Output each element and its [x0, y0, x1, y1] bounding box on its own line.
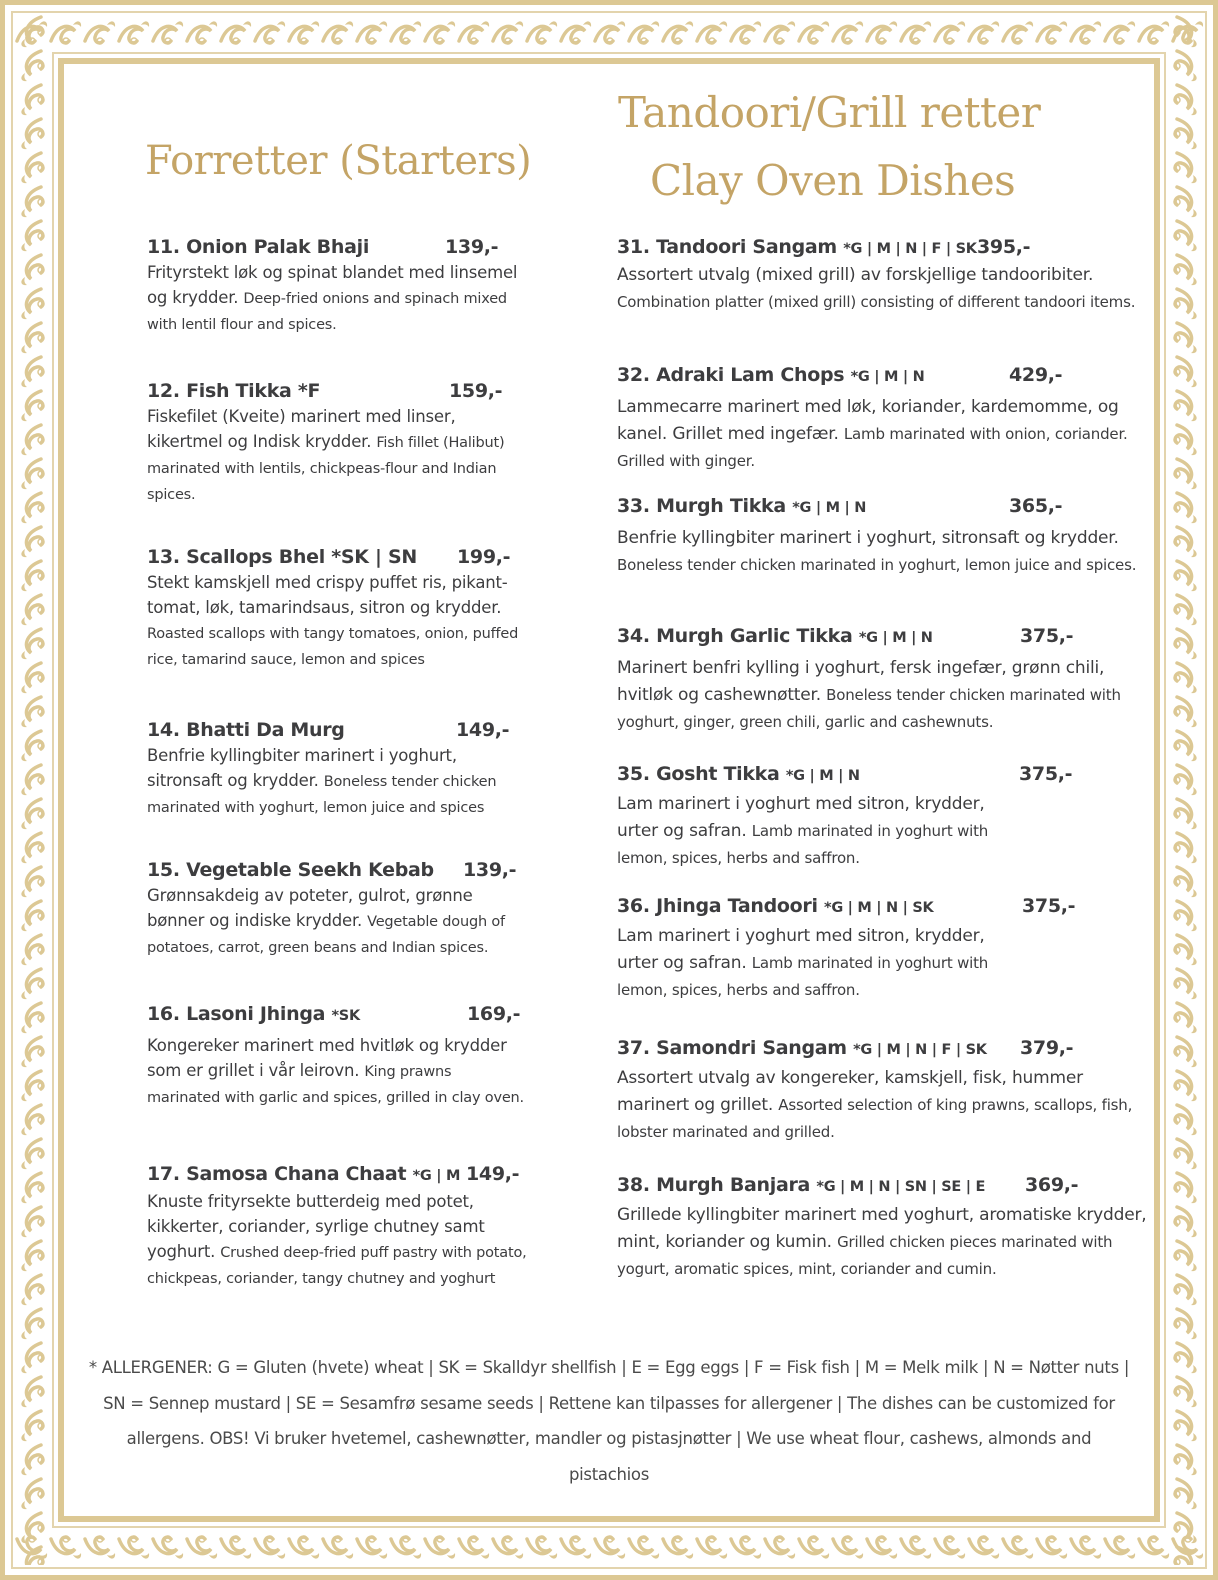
description-english: Lamb marinated in yoghurt with lemon, spices, herbs and saffron.: [617, 954, 989, 999]
item-allergens: *G | M | N: [792, 500, 867, 516]
description-norwegian: Benfrie kyllingbiter marinert i yoghurt, sitronsaft og krydder.: [617, 528, 1119, 548]
description-norwegian: Marinert benfri kylling i yoghurt, fersk ingefær, grønn chili, hvitløk og cashewnøtter.: [617, 658, 1105, 705]
description-english: Boneless tender chicken marinated in yoghurt, lemon juice and spices.: [617, 556, 1137, 574]
menu-item: [147, 1001, 527, 1110]
description-norwegian: Fiskefilet (Kveite) marinert med linser, kikertmel og Indisk krydder.: [147, 407, 456, 451]
item-allergens: *G | M | N | F | SK: [843, 241, 977, 257]
menu-item: [147, 717, 527, 820]
item-header: [617, 1035, 1147, 1063]
item-price: 369,-: [1025, 1174, 1079, 1196]
item-name: 31. Tandoori Sangam: [617, 236, 837, 258]
menu-item: [147, 1161, 527, 1291]
description-norwegian: Benfrie kyllingbiter marinert i yoghurt, sitronsaft og krydder.: [147, 746, 457, 790]
menu-item: [147, 234, 527, 337]
item-price: 395,-: [977, 236, 1031, 258]
description-english: Combination platter (mixed grill) consisting of different tandoori items.: [617, 293, 1136, 311]
item-price: 379,-: [1020, 1037, 1074, 1059]
item-allergens: *G | M | N | SN | SE | E: [816, 1179, 986, 1195]
menu-item: [617, 493, 1147, 579]
item-description: [147, 260, 527, 337]
clay-oven-heading: Clay Oven Dishes: [650, 156, 1016, 205]
item-allergens: *SK: [331, 1008, 360, 1024]
menu-item: [147, 857, 527, 960]
menu-item: [617, 1035, 1147, 1146]
item-price: 375,-: [1019, 763, 1073, 785]
menu-item: [147, 378, 527, 507]
item-header: [617, 761, 1147, 789]
item-header: [147, 1001, 527, 1029]
description-norwegian: Assortert utvalg (mixed grill) av forskjellige tandooribiter.: [617, 265, 1094, 285]
item-price: 149,-: [456, 719, 510, 741]
description-norwegian: Lam marinert i yoghurt med sitron, krydder, urter og safran.: [617, 794, 985, 841]
item-header: [147, 857, 527, 883]
item-name: 33. Murgh Tikka: [617, 495, 786, 517]
item-description: [617, 923, 1027, 1004]
description-norwegian: Grillede kyllingbiter marinert med yoghurt, aromatiske krydder, mint, koriander og kumin.: [617, 1205, 1147, 1252]
item-header: [617, 623, 1147, 651]
menu-item: [617, 362, 1147, 475]
tandoori-heading: Tandoori/Grill retter: [618, 88, 1041, 137]
item-price: 169,-: [467, 1003, 521, 1025]
item-price: 375,-: [1020, 625, 1074, 647]
item-name: 34. Murgh Garlic Tikka: [617, 625, 853, 647]
item-name: 36. Jhinga Tandoori: [617, 895, 818, 917]
description-english: Fish fillet (Halibut) marinated with lentils, chickpeas-flour and Indian spices.: [147, 435, 505, 503]
item-description: [617, 525, 1147, 579]
item-header: [147, 234, 527, 260]
item-description: [147, 404, 527, 507]
item-price: 139,-: [445, 236, 499, 258]
item-allergens: *G | M | N | SK: [824, 900, 934, 916]
starters-heading: Forretter (Starters): [145, 138, 532, 184]
description-norwegian: Grønnsakdeig av poteter, gulrot, grønne bønner og indiske krydder.: [147, 886, 473, 930]
description-norwegian: Frityrstekt løk og spinat blandet med linsemel og krydder.: [147, 263, 518, 307]
description-english: Lamb marinated with onion, coriander. Grilled with ginger.: [617, 425, 1128, 470]
item-header: [617, 493, 1147, 521]
menu-item: [147, 544, 527, 672]
menu-item: [617, 893, 1147, 1004]
item-description: [147, 1033, 527, 1110]
item-description: [147, 1189, 527, 1291]
item-name: 37. Samondri Sangam: [617, 1037, 847, 1059]
scroll-ornament-right: [1167, 15, 1203, 1565]
description-norwegian: Lam marinert i yoghurt med sitron, krydder, urter og safran.: [617, 926, 985, 973]
item-name: 38. Murgh Banjara: [617, 1174, 811, 1196]
item-name: 14. Bhatti Da Murg: [147, 719, 345, 741]
item-description: [147, 570, 527, 672]
item-name: 11. Onion Palak Bhaji: [147, 236, 370, 258]
item-price: 199,-: [457, 546, 511, 568]
item-description: [617, 791, 1027, 872]
menu-item: [617, 761, 1147, 872]
item-header: [617, 362, 1147, 390]
item-description: [147, 743, 527, 820]
menu-item: [617, 1172, 1147, 1283]
scroll-ornament-bottom: [15, 1529, 1203, 1565]
item-header: [617, 1172, 1147, 1200]
item-price: 159,-: [449, 380, 503, 402]
item-name: 12. Fish Tikka *F: [147, 380, 321, 402]
description-english: Crushed deep-fried puff pastry with potato, chickpeas, coriander, tangy chutney and yoghurt: [147, 1245, 527, 1287]
item-name: 13. Scallops Bhel *SK | SN: [147, 546, 417, 568]
description-english: Boneless tender chicken marinated with yoghurt, lemon juice and spices: [147, 774, 497, 816]
item-allergens: *G | M | N: [785, 768, 860, 784]
item-price: 149,-: [466, 1163, 520, 1185]
item-header: [147, 544, 527, 570]
item-name: 17. Samosa Chana Chaat: [147, 1163, 407, 1185]
menu-item: [617, 234, 1147, 316]
description-norwegian: Lammecarre marinert med løk, koriander, kardemomme, og kanel. Grillet med ingefær.: [617, 397, 1119, 444]
description-norwegian: Knuste frityrsekte butterdeig med potet, kikkerter, coriander, syrlige chutney samt yoghurt.: [147, 1192, 485, 1261]
item-header: [617, 234, 1147, 262]
item-allergens: *G | M | N | F | SK: [853, 1042, 987, 1058]
description-english: Grilled chicken pieces marinated with yogurt, aromatic spices, mint, coriander and cumin.: [617, 1233, 1113, 1278]
description-english: Boneless tender chicken marinated with yoghurt, ginger, green chili, garlic and cashewnuts.: [617, 686, 1121, 731]
item-price: 365,-: [1009, 495, 1063, 517]
item-description: [147, 883, 527, 960]
item-description: [617, 1202, 1147, 1283]
item-description: [617, 1065, 1147, 1146]
item-name: 15. Vegetable Seekh Kebab: [147, 859, 434, 881]
item-description: [617, 394, 1147, 475]
scroll-ornament-top: [15, 15, 1203, 51]
description-english: Roasted scallops with tangy tomatoes, onion, puffed rice, tamarind sauce, lemon and spices: [147, 626, 519, 668]
description-english: Deep-fried onions and spinach mixed with lentil flour and spices.: [147, 291, 507, 333]
item-name: 35. Gosht Tikka: [617, 763, 780, 785]
description-english: Vegetable dough of potatoes, carrot, green beans and Indian spices.: [147, 914, 505, 956]
allergen-note: * ALLERGENER: G = Gluten (hvete) wheat | SK = Skalldyr shellfish | E = Egg eggs | F = Fisk fish | M = Melk milk | N = Nøtter nuts | SN = Sennep mustard | SE = Sesamfrø sesame seeds | Rettene kan tilpasses for allergener | The dishes can be customized for allergens. OBS! Vi bruker hvetemel, cashewnøtter, mandler og pistasjnøtter | We use wheat flour, cashews, almonds and pistachios: [88, 1358, 1130, 1484]
item-price: 375,-: [1022, 895, 1076, 917]
description-english: King prawns marinated with garlic and spices, grilled in clay oven.: [147, 1064, 524, 1106]
description-english: Lamb marinated in yoghurt with lemon, spices, herbs and saffron.: [617, 822, 989, 867]
item-allergens: *G | M | N: [858, 630, 933, 646]
item-name: 16. Lasoni Jhinga: [147, 1003, 326, 1025]
description-norwegian: Stekt kamskjell med crispy puffet ris, pikant-tomat, løk, tamarindsaus, sitron og krydder.: [147, 573, 508, 617]
item-price: 139,-: [463, 859, 517, 881]
item-allergens: *G | M: [412, 1168, 461, 1184]
item-name: 32. Adraki Lam Chops: [617, 364, 845, 386]
item-price: 429,-: [1009, 364, 1063, 386]
description-norwegian: Kongereker marinert med hvitløk og krydder som er grillet i vår leirovn.: [147, 1036, 507, 1080]
item-header: [147, 717, 527, 743]
description-norwegian: Assortert utvalg av kongereker, kamskjell, fisk, hummer marinert og grillet.: [617, 1068, 1083, 1115]
item-header: [147, 1161, 527, 1189]
description-english: Assorted selection of king prawns, scallops, fish, lobster marinated and grilled.: [617, 1096, 1133, 1141]
item-header: [617, 893, 1147, 921]
item-allergens: *G | M | N: [850, 369, 925, 385]
menu-item: [617, 623, 1147, 736]
item-header: [147, 378, 527, 404]
scroll-ornament-left: [15, 15, 51, 1565]
item-description: [617, 262, 1147, 316]
item-description: [617, 655, 1147, 736]
